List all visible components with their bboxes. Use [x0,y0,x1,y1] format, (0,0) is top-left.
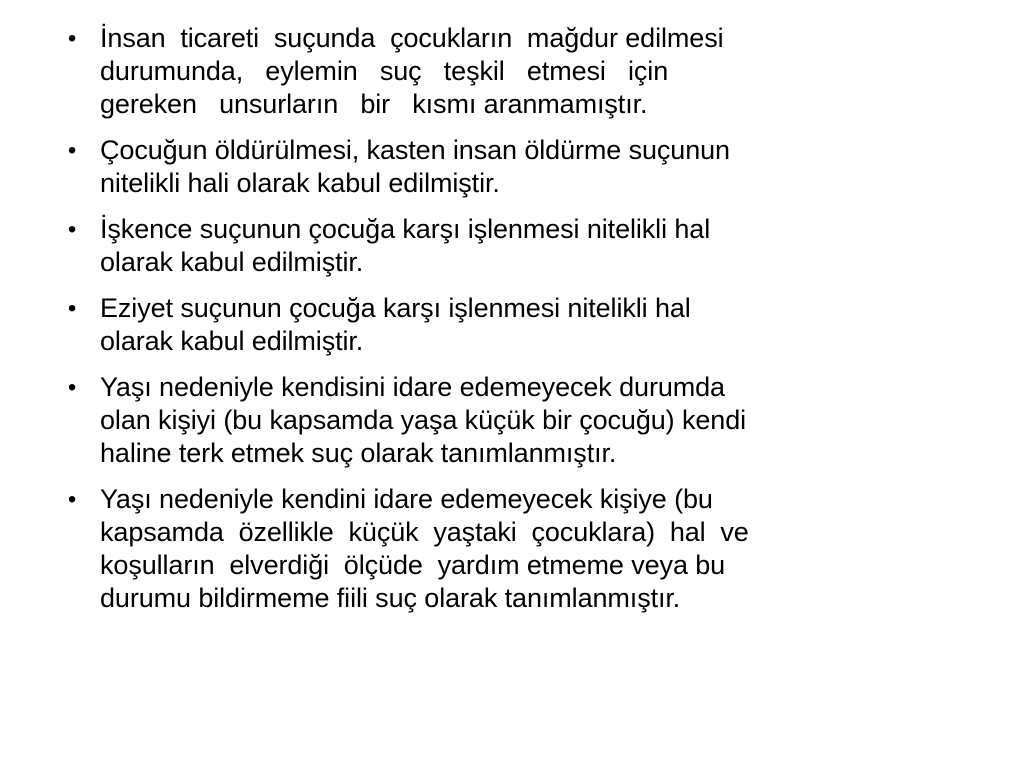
bullet-4-line-2: olarak kabul edilmiştir. [100,326,364,356]
bullet-5-line-2: olan kişiyi (bu kapsamda yaşa küçük bir çocuğu) kendi [100,405,747,435]
bullet-6-line-4: durumu bildirmeme fiili suç olarak tanımlanmıştır. [100,583,681,613]
bullet-6-line-1: Yaşı nedeniyle kendini idare edemeyecek kişiye (bu [100,484,713,514]
bullet-list [62,22,954,615]
bullet-1-line-1: İnsan ticareti suçunda çocukların mağdur edilmesi [100,23,724,53]
bullet-3-line-2: olarak kabul edilmiştir. [100,247,364,277]
bullet-3-line-1: İşkence suçunun çocuğa karşı işlenmesi nitelikli hal [100,214,711,244]
bullet-dot-icon: • [67,216,77,243]
bullet-dot-icon: • [67,295,77,322]
bullet-1-line-2: durumunda, eylemin suç teşkil etmesi için [100,56,669,86]
bullet-4-line-1: Eziyet suçunun çocuğa karşı işlenmesi nitelikli hal [100,293,691,323]
bullet-1-line-3: gereken unsurların bir kısmı aranmamıştır. [100,89,648,119]
bullet-item-1 [62,22,954,121]
bullet-6-line-3: koşulların elverdiği ölçüde yardım etmeme veya bu [100,550,726,580]
bullet-dot-icon: • [67,137,77,164]
bullet-2-line-2: nitelikli hali olarak kabul edilmiştir. [100,168,500,198]
bullet-6-line-2: kapsamda özellikle küçük yaştaki çocuklara) hal ve [100,517,749,547]
bullet-item-6 [62,483,954,615]
bullet-item-5 [62,371,954,470]
bullet-dot-icon: • [67,25,77,52]
bullet-item-3 [62,213,954,279]
bullet-5-line-3: haline terk etmek suç olarak tanımlanmıştır. [100,438,617,468]
bullet-dot-icon: • [67,486,77,513]
bullet-5-line-1: Yaşı nedeniyle kendisini idare edemeyecek durumda [100,372,725,402]
bullet-item-2 [62,134,954,200]
bullet-dot-icon: • [67,374,77,401]
bullet-2-line-1: Çocuğun öldürülmesi, kasten insan öldürme suçunun [100,135,730,165]
bullet-item-4 [62,292,954,358]
